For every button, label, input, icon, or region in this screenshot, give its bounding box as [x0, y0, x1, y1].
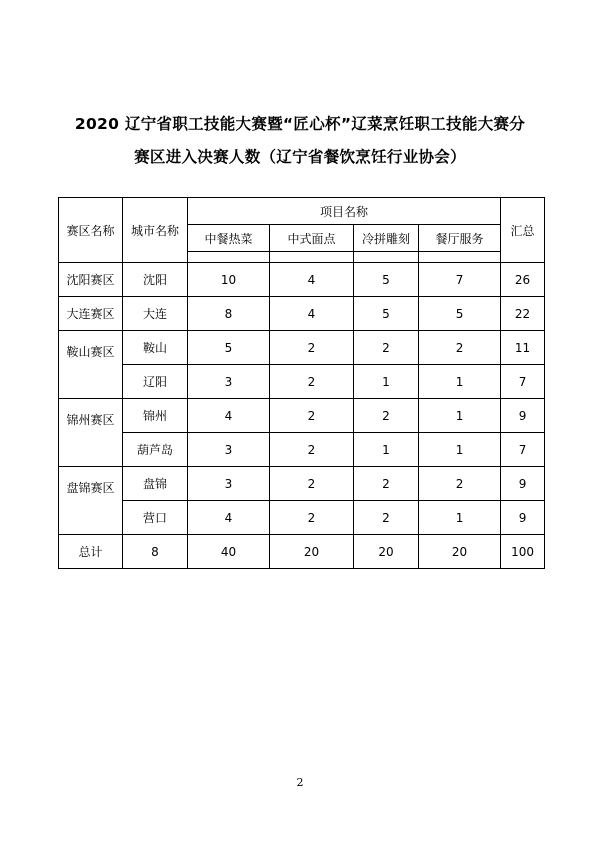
- value-cell: 7: [419, 263, 501, 297]
- value-cell: 5: [354, 263, 419, 297]
- total-cell: 26: [501, 263, 545, 297]
- value-cell: 3: [188, 433, 270, 467]
- value-cell: 1: [419, 433, 501, 467]
- summary-city-count: 8: [123, 535, 188, 569]
- city-cell: 盘锦: [123, 467, 188, 501]
- value-cell: 1: [419, 501, 501, 535]
- region-cell: 沈阳赛区: [59, 263, 123, 297]
- value-cell: 1: [354, 365, 419, 399]
- value-cell: 1: [419, 399, 501, 433]
- table-row: [59, 263, 545, 297]
- total-cell: 11: [501, 331, 545, 365]
- value-cell: 2: [354, 501, 419, 535]
- value-cell: 2: [419, 467, 501, 501]
- header-project: 中式面点: [270, 225, 354, 252]
- value-cell: 3: [188, 467, 270, 501]
- city-cell: 葫芦岛: [123, 433, 188, 467]
- value-cell: 5: [419, 297, 501, 331]
- value-cell: 2: [270, 399, 354, 433]
- header-region: 赛区名称: [59, 198, 123, 263]
- summary-total: 100: [501, 535, 545, 569]
- page-number: 2: [296, 776, 304, 789]
- header-project: 冷拼雕刻: [354, 225, 419, 252]
- table-row: [59, 365, 545, 399]
- summary-value: 20: [270, 535, 354, 569]
- table-row: [59, 297, 545, 331]
- city-cell: 营口: [123, 501, 188, 535]
- summary-label: 总计: [59, 535, 123, 569]
- total-cell: 22: [501, 297, 545, 331]
- header-city: 城市名称: [123, 198, 188, 263]
- value-cell: 2: [354, 331, 419, 365]
- total-cell: 9: [501, 467, 545, 501]
- table-row: [59, 399, 545, 433]
- document-title-line-1: 2020 辽宁省职工技能大赛暨“匠心杯”辽菜烹饪职工技能大赛分: [74, 115, 526, 133]
- city-cell: 锦州: [123, 399, 188, 433]
- value-cell: 4: [270, 297, 354, 331]
- summary-value: 20: [419, 535, 501, 569]
- table-row: [59, 331, 545, 365]
- value-cell: 10: [188, 263, 270, 297]
- region-cell: 鞍山赛区: [59, 331, 123, 399]
- header-project: 中餐热菜: [188, 225, 270, 252]
- table-row: [59, 501, 545, 535]
- region-cell: 大连赛区: [59, 297, 123, 331]
- total-cell: 9: [501, 501, 545, 535]
- city-cell: 大连: [123, 297, 188, 331]
- value-cell: 1: [354, 433, 419, 467]
- city-cell: 鞍山: [123, 331, 188, 365]
- summary-value: 20: [354, 535, 419, 569]
- value-cell: 2: [354, 467, 419, 501]
- header-row: [59, 198, 545, 225]
- header-project-group: 项目名称: [188, 198, 501, 225]
- value-cell: 2: [270, 365, 354, 399]
- total-cell: 7: [501, 433, 545, 467]
- summary-row: [59, 535, 545, 569]
- value-cell: 2: [270, 433, 354, 467]
- city-cell: 沈阳: [123, 263, 188, 297]
- value-cell: 4: [188, 399, 270, 433]
- document-title-line-2: 赛区进入决赛人数（辽宁省餐饮烹饪行业协会）: [134, 148, 466, 166]
- value-cell: 2: [270, 501, 354, 535]
- total-cell: 7: [501, 365, 545, 399]
- region-cell: 锦州赛区: [59, 399, 123, 467]
- finalists-table: [58, 197, 545, 569]
- value-cell: 4: [270, 263, 354, 297]
- value-cell: 8: [188, 297, 270, 331]
- value-cell: 2: [270, 331, 354, 365]
- header-total: 汇总: [501, 198, 545, 263]
- value-cell: 2: [354, 399, 419, 433]
- value-cell: 1: [419, 365, 501, 399]
- value-cell: 5: [354, 297, 419, 331]
- value-cell: 2: [419, 331, 501, 365]
- region-cell: 盘锦赛区: [59, 467, 123, 535]
- header-project: 餐厅服务: [419, 225, 501, 252]
- table-row: [59, 467, 545, 501]
- value-cell: 5: [188, 331, 270, 365]
- summary-value: 40: [188, 535, 270, 569]
- total-cell: 9: [501, 399, 545, 433]
- value-cell: 3: [188, 365, 270, 399]
- value-cell: 2: [270, 467, 354, 501]
- city-cell: 辽阳: [123, 365, 188, 399]
- value-cell: 4: [188, 501, 270, 535]
- table-row: [59, 433, 545, 467]
